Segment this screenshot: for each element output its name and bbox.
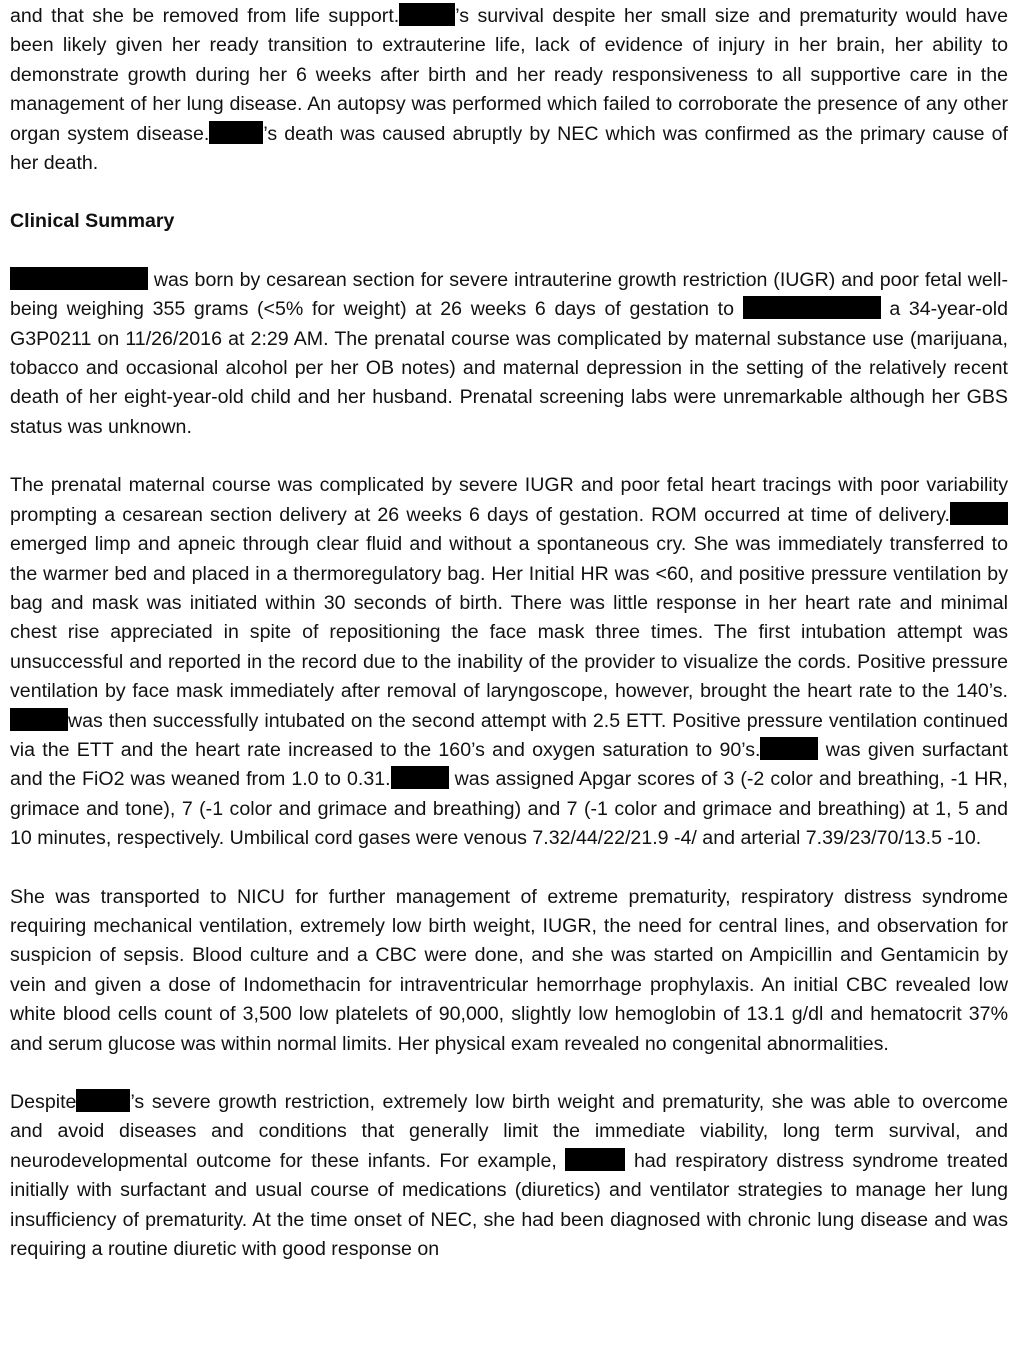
- text-span: She was transported to NICU for further management of extreme prematurity, respiratory distress syndrome requiring mechanical ventilation, extremely low birth weight, IUGR, the need for central lines, and observation for suspicion of sepsis. Blood culture and a CBC were done, and she was started on Ampicillin and Gentamicin by vein and given a dose of Indomethacin for intraventricular hemorrhage prophylaxis. An initial CBC revealed low white blood cells count of 3,500 low platelets of 90,000, slightly low hemoglobin of 13.1 g/dl and hematocrit 37% and serum glucose was within normal limits. Her physical exam revealed no congenital abnormalities.: [10, 885, 1008, 1055]
- redaction-bar: [743, 296, 881, 319]
- redaction-bar: [950, 502, 1008, 525]
- redaction-bar: [76, 1089, 130, 1112]
- text-span: The prenatal maternal course was complicated by severe IUGR and poor fetal heart tracings with poor variability prompting a cesarean section delivery at 26 weeks 6 days of gestation. ROM occurred at time of delivery.: [10, 474, 1008, 526]
- text-span: and that she be removed from life support.: [10, 5, 400, 27]
- redaction-bar: [760, 737, 818, 760]
- paragraph-intro: [10, 2, 1008, 178]
- redaction-bar: [10, 708, 68, 731]
- text-span: was then successfully intubated on the second attempt with 2.5 ETT. Positive pressure ventilation continued via the ETT and the heart rate increased to the 160’s and oxygen saturation to 90’s.: [10, 709, 1008, 761]
- paragraph-nicu: [10, 883, 1008, 1059]
- paragraph-delivery: [10, 471, 1008, 853]
- redaction-bar: [209, 121, 263, 144]
- redaction-bar: [399, 3, 455, 26]
- text-span: was given surfactant and the FiO2 was weaned from 1.0 to 0.31.: [10, 738, 1008, 791]
- text-span: ’s death was caused abruptly by NEC which was confirmed as the primary cause of her death.: [10, 122, 1008, 175]
- redaction-bar: [10, 267, 148, 290]
- section-heading: Clinical Summary: [10, 210, 175, 233]
- text-span: was assigned Apgar scores of 3 (-2 color and breathing, -1 HR, grimace and tone), 7 (-1 color and grimace and breathing) and 7 (-1 color and grimace and breathing) at 1, 5 and 10 minutes, respectively. Umbilical cord gases were venous 7.32/44/22/21.9 -4/ and arterial 7.39/23/70/13.5 -10.: [10, 768, 1008, 850]
- text-span: ’s severe growth restriction, extremely low birth weight and prematurity, she was able to overcome and avoid diseases and conditions that generally limit the immediate viability, long term survival, and neurodevelopmental outcome for these infants. For example,: [10, 1091, 1008, 1172]
- paragraph-birth: [10, 266, 1008, 442]
- redaction-bar: [565, 1148, 625, 1171]
- text-span: Despite: [10, 1091, 77, 1113]
- text-span: ’s survival despite her small size and prematurity would have been likely given her ready transition to extrauterine life, lack of evidence of injury in her brain, her ability to demonstrate growth during her 6 weeks after birth and her ready responsiveness to all supportive care in the management of her lung disease. An autopsy was performed which failed to corroborate the presence of any other organ system disease.: [10, 5, 1008, 145]
- document-page: [10, 2, 1008, 1264]
- text-span: emerged limp and apneic through clear fluid and without a spontaneous cry. She was immediately transferred to the warmer bed and placed in a thermoregulatory bag. Her Initial HR was <60, and positive pressure ventilation by bag and mask was initiated within 30 seconds of birth. There was little response in her heart rate and minimal chest rise appreciated in spite of repositioning the face mask three times. The first intubation attempt was unsuccessful and reported in the record due to the inability of the provider to visualize the cords. Positive pressure ventilation by face mask immediately after removal of laryngoscope, however, brought the heart rate to the 140’s.: [10, 533, 1008, 703]
- text-span: was born by cesarean section for severe intrauterine growth restriction (IUGR) and poor fetal well-being weighing 355 grams (<5% for weight) at 26 weeks 6 days of gestation to: [10, 268, 1008, 321]
- text-span: had respiratory distress syndrome treated initially with surfactant and usual course of medications (diuretics) and ventilator strategies to manage her lung insufficiency of prematurity. At the time onset of NEC, she had been diagnosed with chronic lung disease and was requiring a routine diuretic with good response on: [10, 1149, 1008, 1261]
- redaction-bar: [391, 766, 449, 789]
- paragraph-outcome: [10, 1088, 1008, 1264]
- text-span: a 34-year-old G3P0211 on 11/26/2016 at 2:29 AM. The prenatal course was complicated by maternal substance use (marijuana, tobacco and occasional alcohol per her OB notes) and maternal depression in the setting of the relatively recent death of her eight-year-old child and her husband. Prenatal screening labs were unremarkable although her GBS status was unknown.: [10, 298, 1008, 438]
